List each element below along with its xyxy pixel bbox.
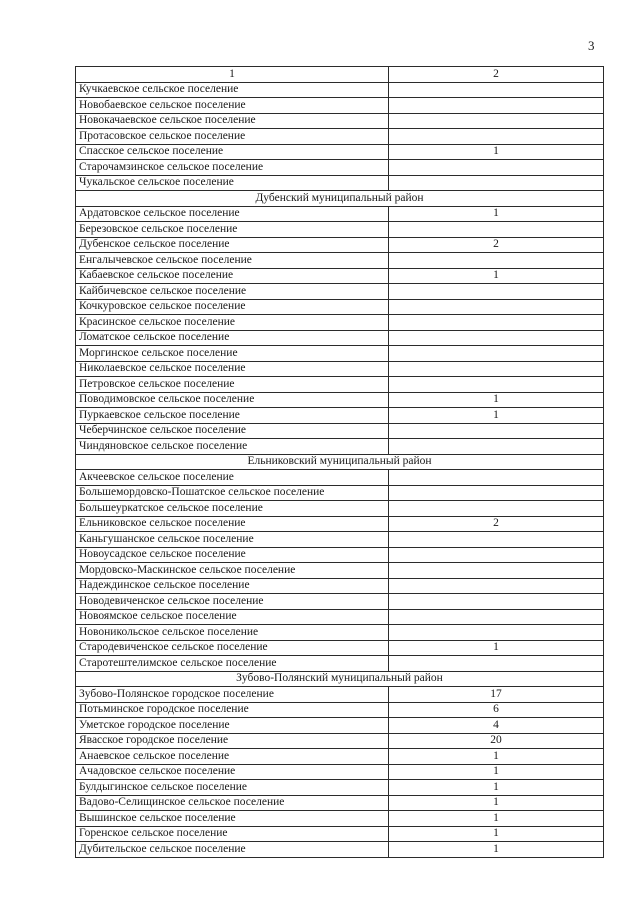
settlement-value: [389, 175, 604, 191]
section-header-row: [76, 454, 604, 470]
settlement-name: Большеуркатское сельское поселение: [76, 501, 389, 517]
settlement-value: [389, 377, 604, 393]
settlement-value: [389, 423, 604, 439]
district-name: Зубово-Полянский муниципальный район: [76, 671, 604, 687]
settlement-name: Березовское сельское поселение: [76, 222, 389, 238]
table-row: [76, 842, 604, 858]
settlement-name: Горенское сельское поселение: [76, 826, 389, 842]
settlement-value: [389, 470, 604, 486]
settlement-value: [389, 284, 604, 300]
table-row: [76, 656, 604, 672]
settlement-name: Спасское сельское поселение: [76, 144, 389, 160]
table-row: [76, 408, 604, 424]
table-row: [76, 764, 604, 780]
table-row: [76, 532, 604, 548]
table-row: [76, 160, 604, 176]
settlement-name: Чеберчинское сельское поселение: [76, 423, 389, 439]
settlement-name: Акчеевское сельское поселение: [76, 470, 389, 486]
settlement-name: Мордовско-Маскинское сельское поселение: [76, 563, 389, 579]
settlement-value: [389, 98, 604, 114]
settlements-table: [75, 66, 604, 858]
settlement-name: Николаевское сельское поселение: [76, 361, 389, 377]
settlement-value: [389, 563, 604, 579]
settlement-name: Зубово-Полянское городское поселение: [76, 687, 389, 703]
settlement-value: [389, 501, 604, 517]
table-row: [76, 129, 604, 145]
settlement-value: [389, 656, 604, 672]
settlement-name: Ардатовское сельское поселение: [76, 206, 389, 222]
table-row: [76, 346, 604, 362]
settlement-name: Чукальское сельское поселение: [76, 175, 389, 191]
settlement-value: [389, 160, 604, 176]
table-row: [76, 377, 604, 393]
settlement-value: [389, 532, 604, 548]
settlement-name: Кучкаевское сельское поселение: [76, 82, 389, 98]
settlement-value: 20: [389, 733, 604, 749]
settlement-name: Чиндяновское сельское поселение: [76, 439, 389, 455]
settlement-name: Ломатское сельское поселение: [76, 330, 389, 346]
page-number: 3: [588, 38, 595, 53]
settlement-name: Старотештелимское сельское поселение: [76, 656, 389, 672]
settlement-name: Петровское сельское поселение: [76, 377, 389, 393]
settlement-value: 1: [389, 268, 604, 284]
settlement-name: Новокачаевское сельское поселение: [76, 113, 389, 129]
table-row: [76, 206, 604, 222]
settlement-value: [389, 625, 604, 641]
settlement-name: Уметское городское поселение: [76, 718, 389, 734]
settlement-name: Пуркаевское сельское поселение: [76, 408, 389, 424]
table-row: [76, 718, 604, 734]
table-row: [76, 563, 604, 579]
settlement-value: [389, 578, 604, 594]
settlement-name: Ачадовское сельское поселение: [76, 764, 389, 780]
table-row: [76, 780, 604, 796]
table-row: [76, 795, 604, 811]
column-header-2: 2: [389, 67, 604, 83]
table-row: [76, 82, 604, 98]
settlement-value: [389, 346, 604, 362]
settlement-name: Кайбичевское сельское поселение: [76, 284, 389, 300]
settlement-name: Вышинское сельское поселение: [76, 811, 389, 827]
settlement-name: Анаевское сельское поселение: [76, 749, 389, 765]
settlement-value: 6: [389, 702, 604, 718]
table-row: [76, 594, 604, 610]
table-row: [76, 547, 604, 563]
settlement-value: 1: [389, 206, 604, 222]
table-row: [76, 516, 604, 532]
settlement-value: [389, 82, 604, 98]
table-row: [76, 625, 604, 641]
table-row: [76, 222, 604, 238]
settlement-name: Надеждинское сельское поселение: [76, 578, 389, 594]
table-row: [76, 113, 604, 129]
column-header-1: 1: [76, 67, 389, 83]
settlement-value: [389, 609, 604, 625]
settlement-value: 1: [389, 408, 604, 424]
table-row: [76, 423, 604, 439]
settlement-name: Старочамзинское сельское поселение: [76, 160, 389, 176]
settlement-value: 1: [389, 392, 604, 408]
settlement-value: 17: [389, 687, 604, 703]
settlement-name: Явасское городское поселение: [76, 733, 389, 749]
table-row: [76, 749, 604, 765]
settlement-value: [389, 547, 604, 563]
table-row: [76, 268, 604, 284]
settlement-value: [389, 594, 604, 610]
settlement-name: Потьминское городское поселение: [76, 702, 389, 718]
settlement-value: 1: [389, 144, 604, 160]
table-row: [76, 175, 604, 191]
table-row: [76, 439, 604, 455]
settlement-value: [389, 439, 604, 455]
settlement-name: Вадово-Селищинское сельское поселение: [76, 795, 389, 811]
table-row: [76, 98, 604, 114]
settlement-name: Большемордовско-Пошатское сельское поселение: [76, 485, 389, 501]
district-name: Дубенский муниципальный район: [76, 191, 604, 207]
table-row: [76, 578, 604, 594]
table-row: [76, 299, 604, 315]
settlement-name: Новоникольское сельское поселение: [76, 625, 389, 641]
table-row: [76, 501, 604, 517]
settlement-value: [389, 113, 604, 129]
settlement-value: [389, 330, 604, 346]
settlement-name: Моргинское сельское поселение: [76, 346, 389, 362]
table-row: [76, 733, 604, 749]
settlement-name: Дубенское сельское поселение: [76, 237, 389, 253]
settlement-value: 1: [389, 780, 604, 796]
table-row: [76, 609, 604, 625]
settlement-value: [389, 253, 604, 269]
table-row: [76, 144, 604, 160]
settlement-name: Енгалычевское сельское поселение: [76, 253, 389, 269]
settlement-name: Красинское сельское поселение: [76, 315, 389, 331]
settlement-name: Поводимовское сельское поселение: [76, 392, 389, 408]
settlement-value: [389, 299, 604, 315]
table-row: [76, 826, 604, 842]
settlement-name: Новоусадское сельское поселение: [76, 547, 389, 563]
table-row: [76, 237, 604, 253]
table-row: [76, 702, 604, 718]
section-header-row: [76, 191, 604, 207]
settlement-value: 1: [389, 811, 604, 827]
settlement-value: 1: [389, 842, 604, 858]
settlement-value: 2: [389, 237, 604, 253]
settlement-value: [389, 361, 604, 377]
settlement-name: Стародевиченское сельское поселение: [76, 640, 389, 656]
table-row: [76, 640, 604, 656]
table-row: [76, 485, 604, 501]
settlement-value: 4: [389, 718, 604, 734]
settlement-value: 1: [389, 795, 604, 811]
settlement-name: Ельниковское сельское поселение: [76, 516, 389, 532]
table-header-row: [76, 67, 604, 83]
table-row: [76, 253, 604, 269]
settlement-name: Новоямское сельское поселение: [76, 609, 389, 625]
table-row: [76, 687, 604, 703]
settlement-value: 1: [389, 764, 604, 780]
settlement-name: Кабаевское сельское поселение: [76, 268, 389, 284]
table-row: [76, 811, 604, 827]
settlement-value: 2: [389, 516, 604, 532]
settlement-value: [389, 222, 604, 238]
settlement-value: [389, 485, 604, 501]
settlement-value: [389, 315, 604, 331]
settlement-value: 1: [389, 640, 604, 656]
table-row: [76, 392, 604, 408]
settlement-value: 1: [389, 826, 604, 842]
section-header-row: [76, 671, 604, 687]
settlement-name: Кочкуровское сельское поселение: [76, 299, 389, 315]
settlement-name: Булдыгинское сельское поселение: [76, 780, 389, 796]
table-row: [76, 284, 604, 300]
settlement-name: Каньгушанское сельское поселение: [76, 532, 389, 548]
table-row: [76, 315, 604, 331]
table-row: [76, 330, 604, 346]
table-row: [76, 470, 604, 486]
settlement-name: Дубительское сельское поселение: [76, 842, 389, 858]
settlement-name: Новобаевское сельское поселение: [76, 98, 389, 114]
table-body: [76, 67, 604, 858]
settlement-name: Протасовское сельское поселение: [76, 129, 389, 145]
settlement-value: 1: [389, 749, 604, 765]
settlement-value: [389, 129, 604, 145]
district-name: Ельниковский муниципальный район: [76, 454, 604, 470]
settlement-name: Новодевиченское сельское поселение: [76, 594, 389, 610]
table-row: [76, 361, 604, 377]
